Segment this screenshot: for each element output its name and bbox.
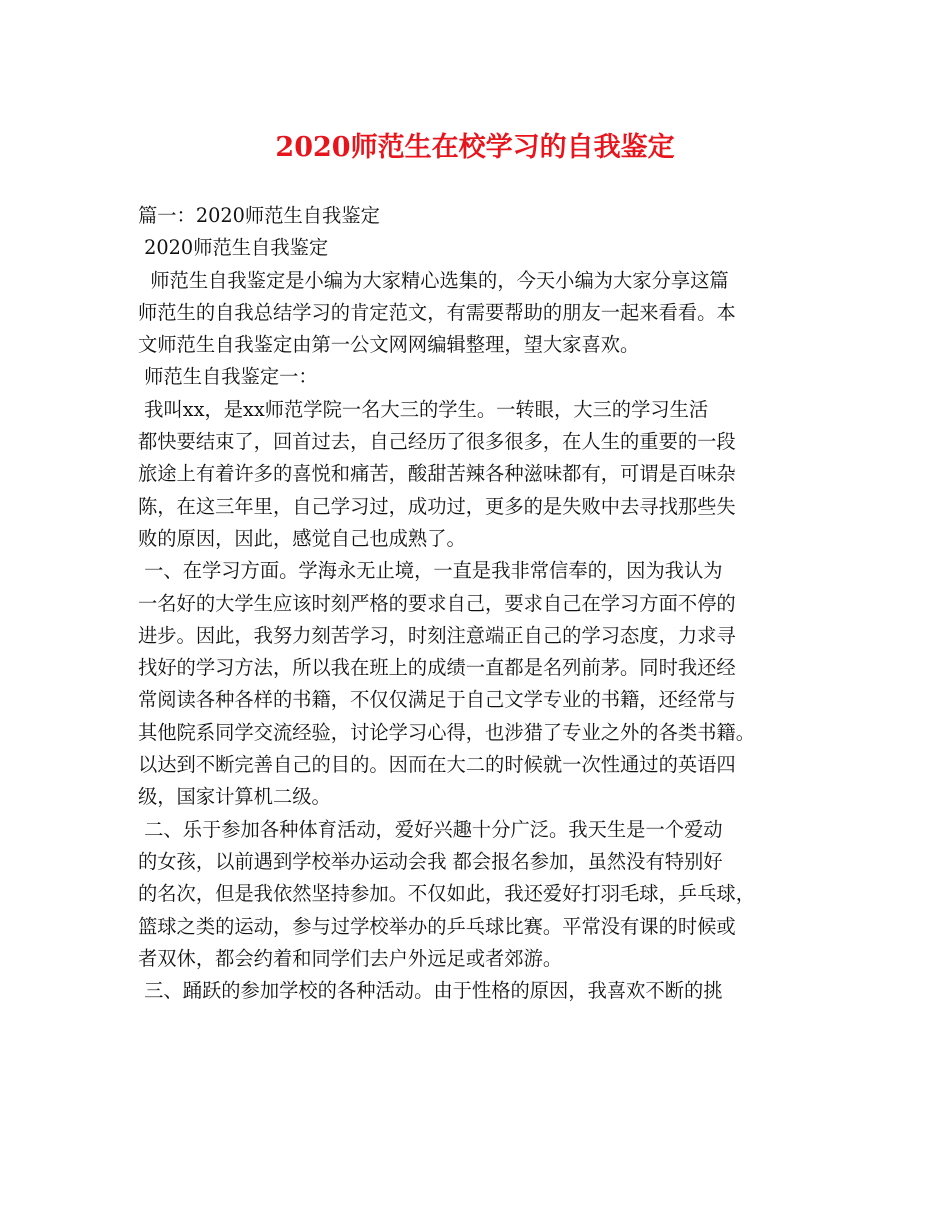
text-line: 旅途上有着许多的喜悦和痛苦，酸甜苦辣各种滋味都有，可谓是百味杂 [138,462,736,486]
text-line: 文师范生自我鉴定由第一公文网网编辑整理，望大家喜欢。 [138,333,640,357]
text-line: 2020师范生自我鉴定 [138,236,329,260]
text-line: 师范生的自我总结学习的肯定范文，有需要帮助的朋友一起来看看。本 [138,300,736,324]
text-line: 常阅读各种各样的书籍，不仅仅满足于自己文学专业的书籍，还经常与 [138,688,736,712]
text-line: 三、踊跃的参加学校的各种活动。由于性格的原因，我喜欢不断的挑 [138,979,723,1003]
text-line: 败的原因，因此，感觉自己也成熟了。 [138,526,466,550]
text-line: 的名次，但是我依然坚持参加。不仅如此，我还爱好打羽毛球，乒乓球， [138,882,755,906]
text-line: 一名好的大学生应该时刻严格的要求自己，要求自己在学习方面不停的 [138,591,736,615]
document-body [138,200,818,1007]
text-line: 二、乐于参加各种体育活动，爱好兴趣十分广泛。我天生是一个爱动 [138,817,723,841]
text-line: 的女孩，以前遇到学校举办运动会我 都会报名参加，虽然没有特别好 [138,849,723,873]
text-line: 进步。因此，我努力刻苦学习，时刻注意端正自己的学习态度，力求寻 [138,623,736,647]
text-line: 我叫xx，是xx师范学院一名大三的学生。一转眼，大三的学习生活 [138,397,709,421]
text-line: 者双休，都会约着和同学们去户外远足或者郊游。 [138,946,563,970]
text-line: 其他院系同学交流经验，讨论学习心得，也涉猎了专业之外的各类书籍。 [138,720,755,744]
text-line: 陈，在这三年里，自己学习过，成功过，更多的是失败中去寻找那些失 [138,494,736,518]
document-title: 2020师范生在校学习的自我鉴定 [275,132,675,163]
text-line: 级，国家计算机二级。 [138,785,331,809]
text-line: 找好的学习方法，所以我在班上的成绩一直都是名列前茅。同时我还经 [138,656,736,680]
text-line: 师范生自我鉴定一： [138,365,318,389]
text-line: 都快要结束了，回首过去，自己经历了很多很多，在人生的重要的一段 [138,430,736,454]
text-line: 以达到不断完善自己的目的。因而在大二的时候就一次性通过的英语四 [138,753,736,777]
text-line: 师范生自我鉴定是小编为大家精心选集的，今天小编为大家分享这篇 [138,268,729,292]
text-line: 篮球之类的运动，参与过学校举办的乒乓球比赛。平常没有课的时候或 [138,914,736,938]
text-line: 一、在学习方面。学海永无止境，一直是我非常信奉的，因为我认为 [138,559,723,583]
text-line: 篇一：2020师范生自我鉴定 [138,204,380,227]
